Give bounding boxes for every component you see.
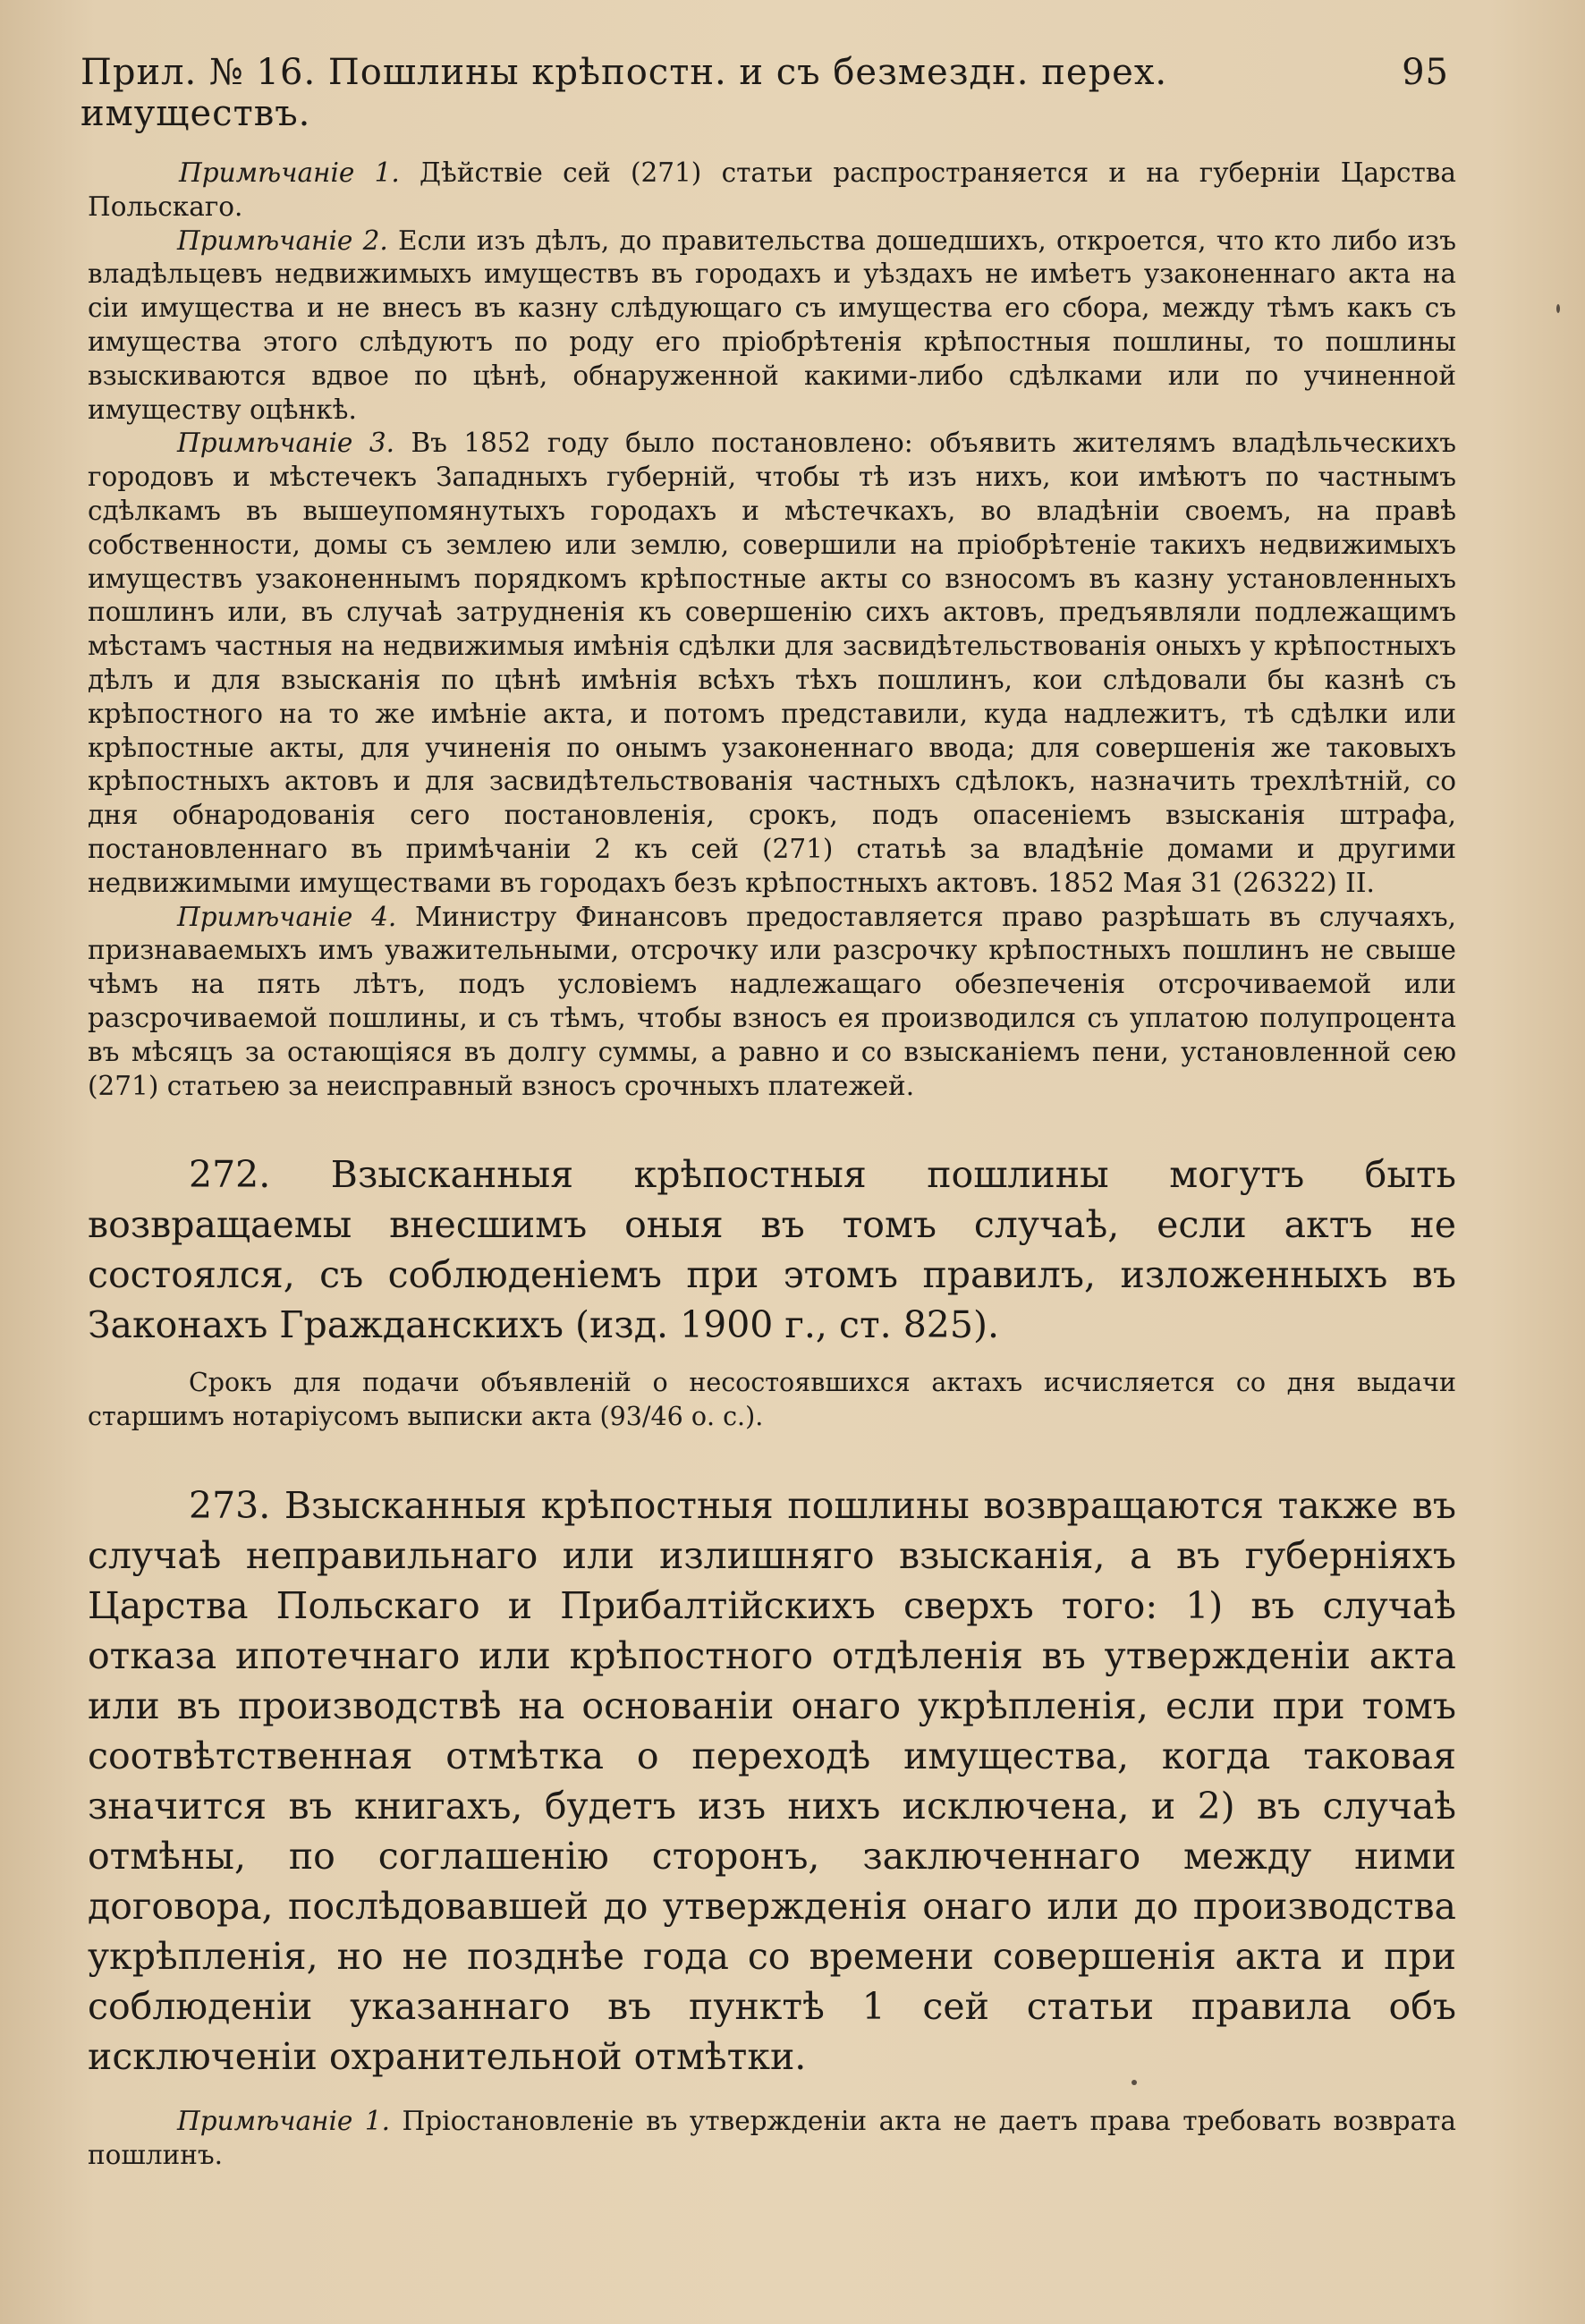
- note-label: Примѣчаніе 4.: [177, 901, 397, 932]
- note-3: [88, 427, 1456, 900]
- ink-speck: [1132, 2080, 1137, 2085]
- note-label: Примѣчаніе 1.: [177, 2106, 391, 2137]
- note-2: [88, 225, 1456, 428]
- note-label: Примѣчаніе 2.: [177, 225, 388, 256]
- note-label: Примѣчаніе 1.: [179, 157, 400, 188]
- note-text: Пріостановленіе въ утвержденіи акта не даетъ права требовать возврата пошлинъ.: [88, 2106, 1456, 2171]
- spacer: [88, 1103, 1456, 1149]
- running-header: [81, 52, 1449, 134]
- note-4: [88, 901, 1456, 1104]
- spacer: [88, 2082, 1456, 2105]
- note-1: [88, 157, 1456, 225]
- note-text: Министру Финансовъ предоставляется право разрѣшать въ случаяхъ, признаваемыхъ имъ уважительными, отсрочку или разсрочку крѣпостныхъ пошлинъ не свыше чѣмъ на пять лѣтъ, подъ условіемъ надлежащаго обезпеченія отсрочиваемой или разсрочиваемой пошлины, и съ тѣмъ, чтобы взносъ ея производился съ уплатою полупроцента въ мѣсяцъ за остающіяся въ долгу суммы, а равно и со взысканіемъ пени, установленной сею (271) статьею за неисправный взносъ срочныхъ платежей.: [88, 901, 1456, 1101]
- article-273: 273. Взысканныя крѣпостныя пошлины возвращаются также въ случаѣ неправильнаго или излишняго взысканія, а въ губерніяхъ Царства Польскаго и Прибалтійскихъ сверхъ того: 1) въ случаѣ отказа ипотечнаго или крѣпостного отдѣленія въ утвержденіи акта или въ производствѣ на основаніи онаго укрѣпленія, если при томъ соотвѣтственная отмѣтка о переходѣ имущества, когда таковая значится въ книгахъ, будетъ изъ нихъ исключена, и 2) въ случаѣ отмѣны, по соглашенію сторонъ, заключеннаго между ними договора, послѣдовавшей до утвержденія онаго или до производства укрѣпленія, но не позднѣе года со времени совершенія акта и при соблюденіи указаннаго въ пунктѣ 1 сей статьи правила объ исключеніи охранительной отмѣтки.: [88, 1484, 1456, 2079]
- ink-speck: [1556, 304, 1560, 313]
- article-272-note: Срокъ для подачи объявленій о несостоявшихся актахъ исчисляется со дня выдачи старшимъ нотаріусомъ выписки акта (93/46 о. с.).: [88, 1368, 1456, 1432]
- note-text: Если изъ дѣлъ, до правительства дошедшихъ, откроется, что кто либо изъ владѣльцевъ недвижимыхъ имуществъ въ городахъ и уѣздахъ не имѣетъ узаконеннаго акта на сіи имущества и не внесъ въ казну слѣдующаго съ имущества его сбора, между тѣмъ какъ съ имущества этого слѣдуютъ по роду его пріобрѣтенія крѣпостныя пошлины, то пошлины взыскиваются вдвое по цѣнѣ, обнаруженной какими-либо сдѣлками или по учиненной имуществу оцѣнкѣ.: [88, 225, 1456, 425]
- spacer: [88, 1434, 1456, 1480]
- page-number: 95: [1402, 52, 1449, 93]
- spacer: [88, 1350, 1456, 1366]
- note-text: Дѣйствіе сей (271) статьи распространяется и на губерніи Царства Польскаго.: [88, 157, 1456, 222]
- article-272: 272. Взысканныя крѣпостныя пошлины могутъ быть возвращаемы внесшимъ оныя въ томъ случаѣ, если актъ не состоялся, съ соблюденіемъ при этомъ правилъ, изложенныхъ въ Законахъ Гражданскихъ (изд. 1900 г., ст. 825).: [88, 1153, 1456, 1347]
- page-body: [88, 157, 1456, 2173]
- header-title: Прил. № 16. Пошлины крѣпостн. и съ безмездн. перех. имуществъ.: [81, 52, 1168, 134]
- note-text: Въ 1852 году было постановлено: объявить жителямъ владѣльческихъ городовъ и мѣстечекъ Западныхъ губерній, чтобы тѣ изъ нихъ, кои имѣютъ по частнымъ сдѣлкамъ въ вышеупомянутыхъ городахъ и мѣстечкахъ, во владѣніи своемъ, на правѣ собственности, домы съ землею или землю, совершили на пріобрѣтеніе такихъ недвижимыхъ имуществъ узаконеннымъ порядкомъ крѣпостные акты со взносомъ въ казну установленныхъ пошлинъ или, въ случаѣ затрудненія къ совершенію сихъ актовъ, предъявляли подлежащимъ мѣстамъ частныя на недвижимыя имѣнія сдѣлки для засвидѣтельствованія оныхъ у крѣпостныхъ дѣлъ и для взысканія по цѣнѣ имѣнія всѣхъ тѣхъ пошлинъ, кои слѣдовали бы казнѣ съ крѣпостного на то же имѣніе акта, и потомъ представили, куда надлежитъ, тѣ сдѣлки или крѣпостные акты, для учиненія по онымъ узаконеннаго ввода; для совершенія же таковыхъ крѣпостныхъ актовъ и для засвидѣтельствованія частныхъ сдѣлокъ, назначить трехлѣтній, со дня обнародованія сего постановленія, срокъ, подъ опасеніемъ взысканія штрафа, постановленнаго въ примѣчаніи 2 къ сей (271) статьѣ за владѣніе домами и другими недвижимыми имуществами въ городахъ безъ крѣпостныхъ актовъ. 1852 Мая 31 (26322) II.: [88, 428, 1456, 898]
- note-label: Примѣчаніе 3.: [177, 428, 394, 459]
- article-273-note: [88, 2105, 1456, 2173]
